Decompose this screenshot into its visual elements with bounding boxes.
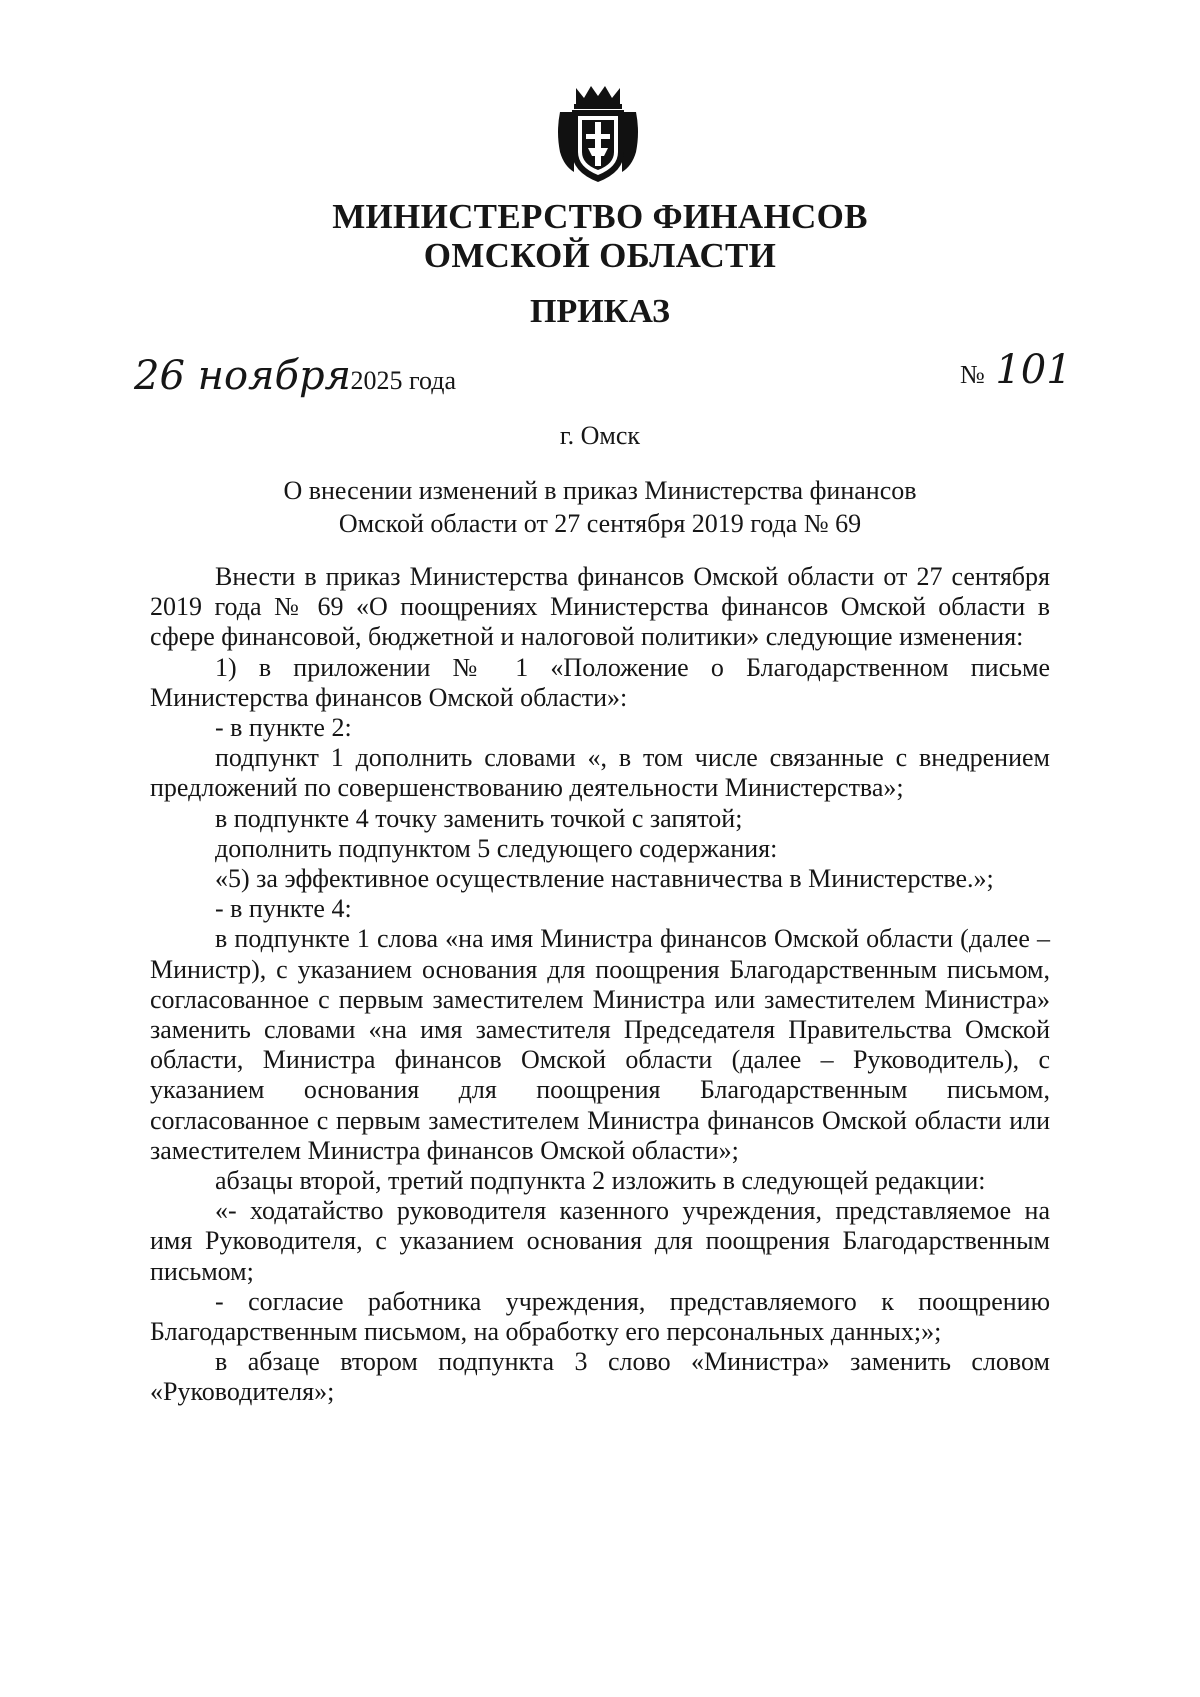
document-type: ПРИКАЗ	[530, 293, 670, 330]
organization-name-line2: ОМСКОЙ ОБЛАСТИ	[423, 236, 777, 275]
city: г. Омск	[559, 421, 641, 450]
body-paragraph: 1) в приложении № 1 «Положение о Благодарственном письме Министерства финансов Омской области»:	[150, 652, 1050, 712]
body-paragraph: - в пункте 2:	[215, 713, 352, 743]
organization-name-line1: МИНИСТЕРСТВО ФИНАНСОВ	[332, 197, 868, 236]
body-paragraph: Внести в приказ Министерства финансов Омской области от 27 сентября 2019 года № 69 «О поощрениях Министерства финансов Омской области в сфере финансовой, бюджетной и налоговой политики» следующие изменения:	[150, 562, 1050, 652]
document-body	[150, 562, 1050, 1408]
handwritten-date: 26 ноября	[134, 353, 352, 399]
body-paragraph: подпункт 1 дополнить словами «, в том числе связанные с внедрением предложений по совершенствованию деятельности Министерства»;	[150, 743, 1050, 803]
body-paragraph: - согласие работника учреждения, представляемого к поощрению Благодарственным письмом, на обработку его персональных данных;»;	[150, 1286, 1050, 1347]
body-paragraph: абзацы второй, третий подпункта 2 изложить в следующей редакции:	[215, 1166, 986, 1196]
date-year: 2025 года	[350, 366, 457, 395]
document-number	[960, 347, 1072, 393]
number-label: №	[960, 360, 985, 389]
subject-line1: О внесении изменений в приказ Министерства финансов	[283, 476, 917, 505]
body-paragraph: в абзаце втором подпункта 3 слово «Министра» заменить словом «Руководителя»;	[150, 1347, 1050, 1407]
document-date	[134, 353, 457, 399]
handwritten-number: 101	[995, 347, 1072, 393]
body-paragraph: «5) за эффективное осуществление наставничества в Министерстве.»;	[215, 864, 994, 894]
body-paragraph: дополнить подпунктом 5 следующего содержания:	[215, 833, 778, 863]
subject-line2: Омской области от 27 сентября 2019 года № 69	[338, 509, 862, 538]
body-paragraph: - в пункте 4:	[215, 894, 352, 924]
document-subject	[0, 474, 1200, 540]
body-paragraph: в подпункте 4 точку заменить точкой с запятой;	[215, 803, 743, 833]
body-paragraph: «- ходатайство руководителя казенного учреждения, представляемое на имя Руководителя, с указанием основания для поощрения Благодарственным письмом;	[150, 1196, 1050, 1286]
coat-of-arms-icon	[554, 82, 642, 186]
body-paragraph: в подпункте 1 слова «на имя Министра финансов Омской области (далее – Министр), с указанием основания для поощрения Благодарственным письмом, согласованное с первым заместителем Министра или заместителем Министра» заменить словами «на имя заместителя Председателя Правительства Омской области, Министра финансов Омской области (далее – Руководитель), с указанием основания для поощрения Благодарственным письмом, согласованное с первым заместителем Министра финансов Омской области или заместителем Министра финансов Омской области»;	[150, 924, 1050, 1165]
